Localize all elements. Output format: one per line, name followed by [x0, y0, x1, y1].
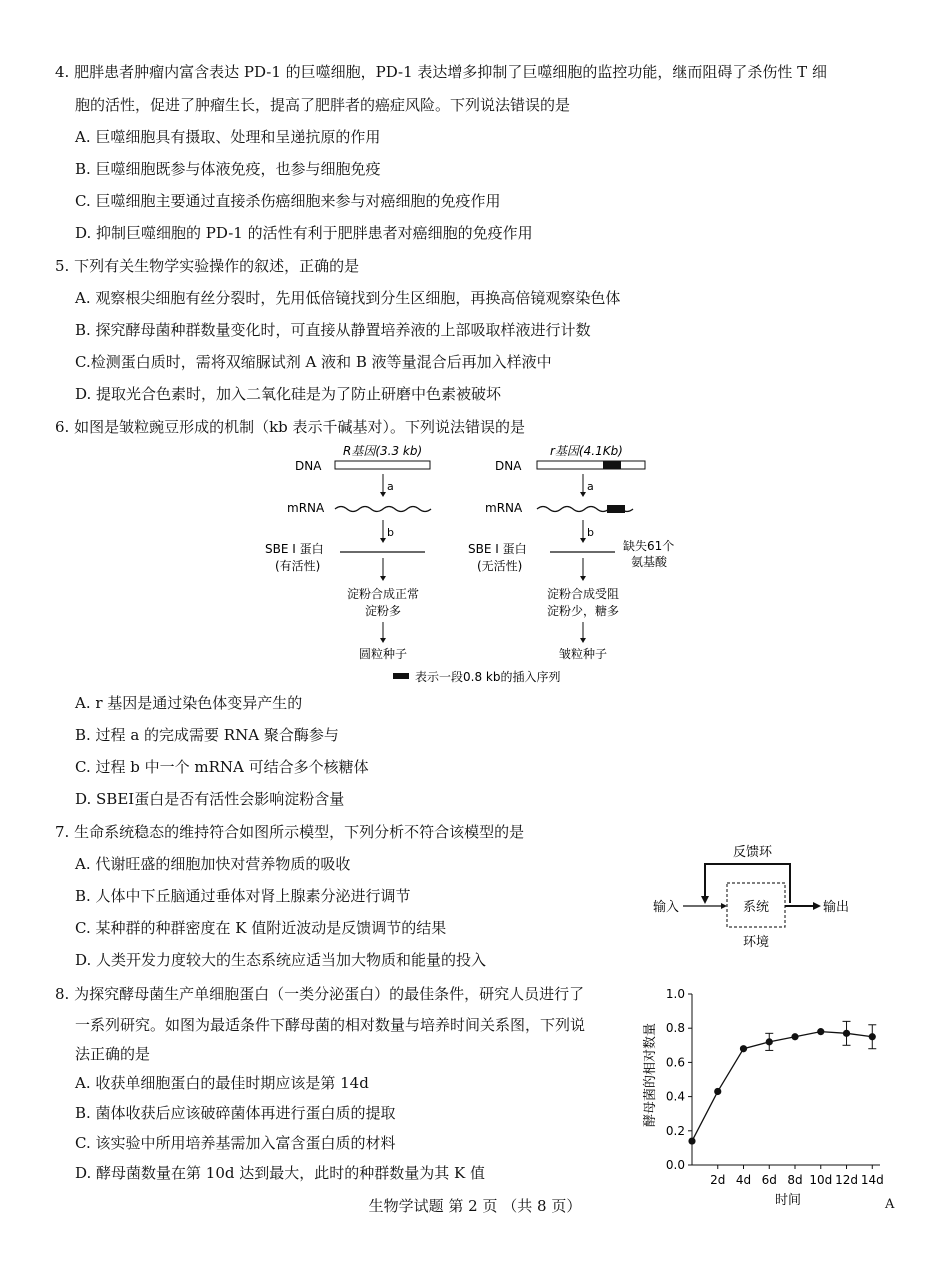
- chart-y-tick-label: 0.2: [665, 1123, 685, 1138]
- right-missing-1: 缺失61个: [623, 539, 675, 553]
- left-process-a: a: [387, 480, 394, 493]
- input-label: 输入: [653, 900, 680, 915]
- right-result-2: 淀粉少，糖多: [546, 604, 620, 618]
- legend-insert-swatch: [393, 673, 409, 679]
- q6-option-d: D. SBEI蛋白是否有活性会影响淀粉含量: [75, 790, 345, 808]
- q7-option-b: B. 人体中下丘脑通过垂体对肾上腺素分泌进行调节: [75, 887, 411, 905]
- right-process-b: b: [587, 526, 594, 539]
- q4-option-a: A. 巨噬细胞具有摄取、处理和呈递抗原的作用: [75, 128, 381, 146]
- q8-option-a: A. 收获单细胞蛋白的最佳时期应该是第 14d: [75, 1074, 369, 1092]
- chart-x-tick-label: 8d: [787, 1173, 803, 1187]
- chart-x-tick-label: 6d: [761, 1173, 777, 1187]
- chart-x-tick-label: 14d: [860, 1173, 884, 1187]
- q6-option-a: A. r 基因是通过染色体变异产生的: [75, 694, 303, 712]
- r-lower-gene-label: r基因(4.1Kb): [550, 444, 623, 458]
- right-dna-insert: [603, 461, 621, 469]
- r-gene-label: R基因(3.3 kb): [343, 444, 423, 458]
- chart-x-tick-label: 2d: [710, 1173, 726, 1187]
- q5-option-d: D. 提取光合色素时，加入二氧化硅是为了防止研磨中色素被破坏: [75, 385, 502, 403]
- left-mrna-label: mRNA: [287, 501, 325, 515]
- chart-x-tick-label: 12d: [835, 1173, 858, 1187]
- right-process-a: a: [587, 480, 594, 493]
- q6-option-c: C. 过程 b 中一个 mRNA 可结合多个核糖体: [75, 758, 369, 776]
- chart-x-tick-label: 10d: [809, 1173, 833, 1187]
- chart-y-tick-label: 0.0: [665, 1158, 685, 1172]
- page-code: A: [885, 1197, 895, 1212]
- chart-data-point: [843, 1030, 850, 1037]
- q4-stem-line2: 胞的活性，促进了肿瘤生长，提高了肥胖者的癌症风险。下列说法错误的是: [75, 96, 571, 114]
- system-label: 系统: [742, 900, 770, 915]
- q6-stem: 6. 如图是皱粒豌豆形成的机制（kb 表示千碱基对）。下列说法错误的是: [55, 418, 526, 436]
- right-seed: 皱粒种子: [558, 647, 608, 661]
- left-seed: 圆粒种子: [358, 647, 408, 661]
- chart-y-tick-label: 0.8: [665, 1021, 685, 1036]
- gene-mechanism-figure: [255, 440, 695, 690]
- q4-option-d: D. 抑制巨噬细胞的 PD-1 的活性有利于肥胖患者对癌细胞的免疫作用: [75, 224, 533, 242]
- q8-stem-line1: 8. 为探究酵母菌生产单细胞蛋白（一类分泌蛋白）的最佳条件，研究人员进行了: [55, 985, 585, 1003]
- q6-option-b: B. 过程 a 的完成需要 RNA 聚合酶参与: [75, 726, 339, 744]
- right-missing-2: 氨基酸: [631, 555, 668, 569]
- q8-stem-line2: 一系列研究。如图为最适条件下酵母菌的相对数量与培养时间关系图，下列说: [75, 1016, 586, 1034]
- q8-option-b: B. 菌体收获后应该破碎菌体再进行蛋白质的提取: [75, 1104, 396, 1122]
- q5-stem: 5. 下列有关生物学实验操作的叙述，正确的是: [55, 257, 360, 275]
- chart-y-tick-label: 0.6: [665, 1055, 685, 1070]
- right-mrna-insert: [607, 505, 625, 513]
- q7-option-d: D. 人类开发力度较大的生态系统应适当加大物质和能量的投入: [75, 951, 487, 969]
- chart-data-point: [817, 1028, 824, 1035]
- q4-stem-line1: 4. 肥胖患者肿瘤内富含表达 PD-1 的巨噬细胞，PD-1 表达增多抑制了巨噬细胞的监控功能，继而阻碍了杀伤性 T 细: [55, 63, 827, 81]
- yeast-growth-chart: [640, 980, 890, 1210]
- output-label: 输出: [823, 900, 850, 915]
- q4-option-b: B. 巨噬细胞既参与体液免疫，也参与细胞免疫: [75, 160, 381, 178]
- chart-data-point: [766, 1038, 773, 1045]
- right-protein-label: SBE Ⅰ 蛋白: [468, 542, 527, 556]
- q4-option-c: C. 巨噬细胞主要通过直接杀伤癌细胞来参与对癌细胞的免疫作用: [75, 192, 501, 210]
- chart-x-tick-label: 4d: [735, 1173, 752, 1187]
- chart-data-point: [869, 1033, 876, 1040]
- chart-y-tick-label: 0.4: [665, 1089, 685, 1104]
- q7-option-c: C. 某种群的种群密度在 K 值附近波动是反馈调节的结果: [75, 919, 447, 937]
- left-dna-bar: [335, 461, 430, 469]
- left-protein-label: SBE Ⅰ 蛋白: [265, 542, 324, 556]
- left-mrna-wave: [335, 507, 431, 512]
- q8-option-c: C. 该实验中所用培养基需加入富含蛋白质的材料: [75, 1134, 396, 1152]
- chart-series-line: [692, 1032, 872, 1141]
- q7-stem: 7. 生命系统稳态的维持符合如图所示模型，下列分析不符合该模型的是: [55, 823, 525, 841]
- feedback-model-figure: [645, 838, 885, 956]
- chart-data-point: [791, 1033, 798, 1040]
- right-dna-label: DNA: [495, 459, 522, 473]
- left-result-1: 淀粉合成正常: [346, 587, 420, 601]
- chart-data-point: [688, 1137, 695, 1144]
- right-mrna-label: mRNA: [485, 501, 523, 515]
- page-footer: 生物学试题 第 2 页 （共 8 页）: [368, 1197, 582, 1215]
- chart-y-tick-label: 1.0: [665, 987, 685, 1001]
- chart-data-point: [714, 1088, 721, 1095]
- q7-option-a: A. 代谢旺盛的细胞加快对营养物质的吸收: [75, 855, 351, 873]
- q8-option-d: D. 酵母菌数量在第 10d 达到最大，此时的种群数量为其 K 值: [75, 1164, 485, 1182]
- right-dna-bar: [537, 461, 645, 469]
- q5-option-c: C.检测蛋白质时，需将双缩脲试剂 A 液和 B 液等量混合后再加入样液中: [75, 353, 552, 371]
- chart-x-axis-label: 时间: [774, 1193, 802, 1208]
- left-protein-state: (有活性): [275, 559, 321, 573]
- q5-option-a: A. 观察根尖细胞有丝分裂时，先用低倍镜找到分生区细胞，再换高倍镜观察染色体: [75, 289, 621, 307]
- legend-text: 表示一段0.8 kb的插入序列: [415, 670, 561, 684]
- environment-label: 环境: [742, 935, 770, 950]
- right-result-1: 淀粉合成受阻: [546, 587, 620, 601]
- left-process-b: b: [387, 526, 394, 539]
- feedback-loop-label: 反馈环: [733, 845, 773, 860]
- q5-option-b: B. 探究酵母菌种群数量变化时，可直接从静置培养液的上部吸取样液进行计数: [75, 321, 591, 339]
- q8-stem-line3: 法正确的是: [75, 1045, 151, 1063]
- chart-data-point: [740, 1045, 747, 1052]
- left-result-2: 淀粉多: [364, 604, 402, 618]
- chart-y-axis-label: 酵母菌的相对数量: [643, 1022, 658, 1128]
- right-protein-state: (无活性): [477, 559, 523, 573]
- left-dna-label: DNA: [295, 459, 322, 473]
